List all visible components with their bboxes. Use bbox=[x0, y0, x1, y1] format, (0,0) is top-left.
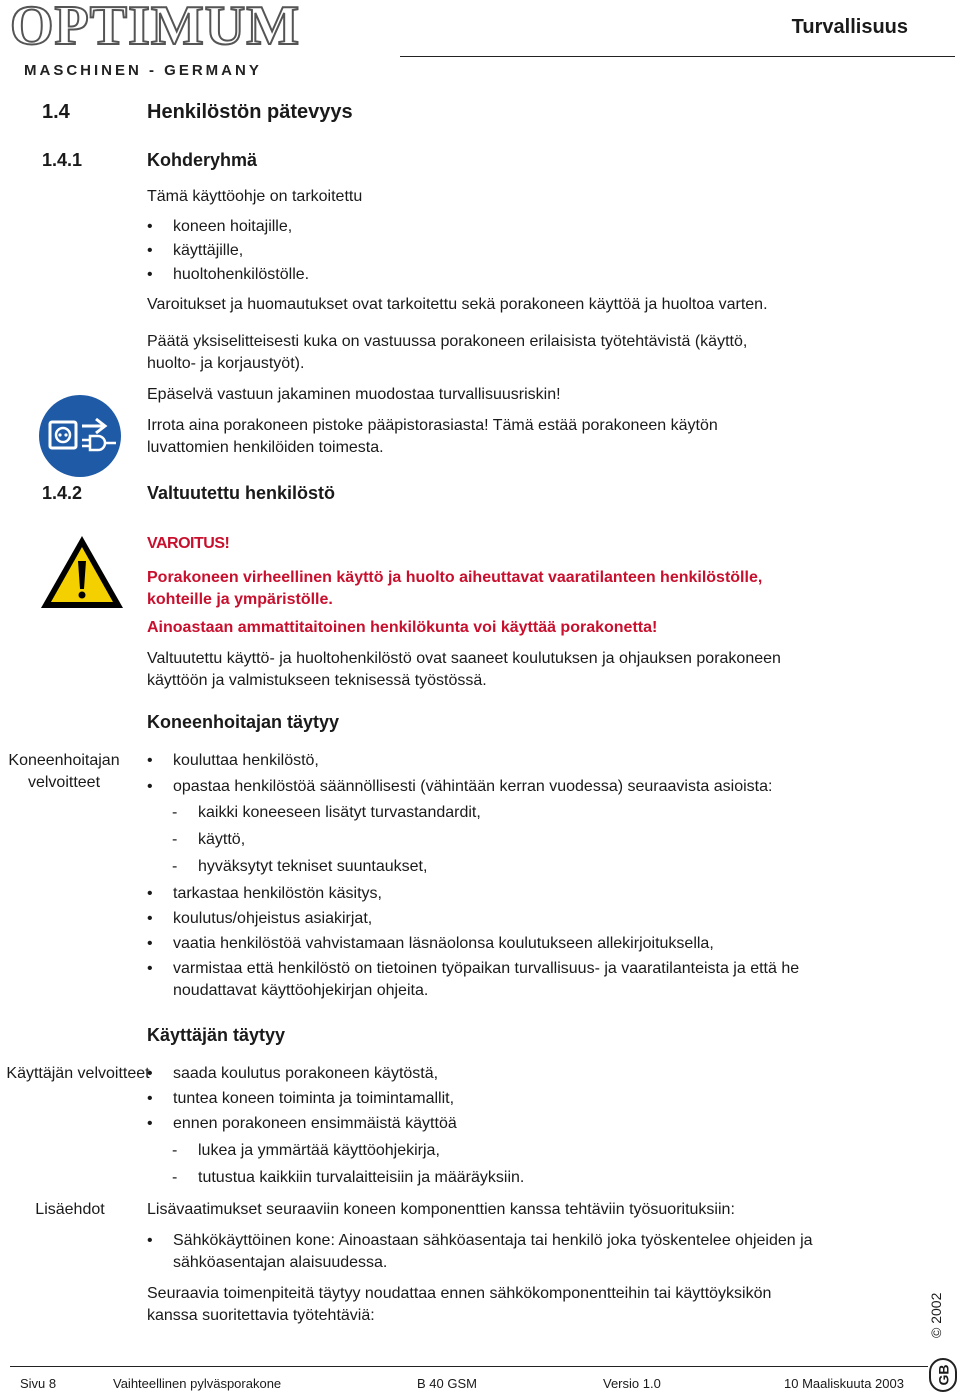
paragraph: huolto- ja korjaustyöt). bbox=[147, 355, 305, 372]
footer-product: Vaihteellinen pylväsporakone bbox=[113, 1376, 282, 1391]
list-item: • tuntea koneen toiminta ja toimintamallit, bbox=[147, 1088, 927, 1110]
operator-duties-list-2 bbox=[147, 883, 927, 1002]
header-divider bbox=[400, 56, 955, 57]
copyright-note: © 2002 bbox=[928, 1292, 944, 1338]
list-item: - lukea ja ymmärtää käyttöohjekirja, bbox=[172, 1140, 922, 1162]
paragraph: Varoitukset ja huomautukset ovat tarkoitettu sekä porakoneen käyttöä ja huoltoa varten. bbox=[147, 296, 768, 313]
user-sidenote: Käyttäjän velvoitteet bbox=[6, 1065, 150, 1082]
list-item-line: varmistaa että henkilöstö on tietoinen työpaikan turvallisuus- ja vaaratilanteista ja että he bbox=[173, 960, 800, 977]
heading-1-4-2-title: Valtuutettu henkilöstö bbox=[147, 483, 336, 503]
heading-1-4-title: Henkilöstön pätevyys bbox=[147, 101, 353, 123]
list-item-line: sähköasentajan alaisuudessa. bbox=[173, 1254, 388, 1271]
list-item: • opastaa henkilöstöä säännöllisesti (vähintään kerran vuodessa) seuraavista asioista: bbox=[147, 776, 927, 798]
list-item: • koneen hoitajille, bbox=[147, 216, 847, 238]
list-item: • ennen porakoneen ensimmäistä käyttöä bbox=[147, 1113, 927, 1135]
list-item: • saada koulutus porakoneen käytöstä, bbox=[147, 1063, 927, 1085]
user-duties-list bbox=[147, 1063, 927, 1135]
user-heading: Käyttäjän täytyy bbox=[147, 1025, 286, 1045]
footer-model: B 40 GSM bbox=[417, 1376, 477, 1391]
paragraph: luvattomien henkilöiden toimesta. bbox=[147, 439, 384, 456]
extra-list bbox=[147, 1230, 927, 1274]
warning-title: VAROITUS! bbox=[147, 535, 230, 552]
list-item: • vaatia henkilöstöä vahvistamaan läsnäolonsa koulutukseen allekirjoituksella, bbox=[147, 933, 927, 955]
user-sublist bbox=[172, 1140, 922, 1189]
list-item: • kouluttaa henkilöstö, bbox=[147, 750, 927, 772]
list-item: - tutustua kaikkiin turvalaitteisiin ja määräyksiin. bbox=[172, 1167, 922, 1189]
unplug-mains-icon bbox=[38, 394, 122, 478]
paragraph: Lisävaatimukset seuraaviin koneen komponenttien kanssa tehtäviin työsuorituksiin: bbox=[147, 1201, 735, 1218]
list-item bbox=[147, 958, 927, 1002]
list-item: - kaikki koneeseen lisätyt turvastandardit, bbox=[172, 802, 922, 824]
target-group-list bbox=[147, 216, 847, 286]
list-item: - käyttö, bbox=[172, 829, 922, 851]
paragraph: Päätä yksiselitteisesti kuka on vastuussa porakoneen erilaisista työtehtävistä (käyttö, bbox=[147, 333, 748, 350]
operator-sidenote: Koneenhoitajan velvoitteet bbox=[8, 752, 120, 791]
footer-version: Versio 1.0 bbox=[603, 1376, 661, 1391]
operator-sublist bbox=[172, 802, 922, 878]
brand-logo: OPTIMUM bbox=[10, 0, 301, 57]
list-item: • koulutus/ohjeistus asiakirjat, bbox=[147, 908, 927, 930]
warning-text: Ainoastaan ammattitaitoinen henkilökunta voi käyttää porakonetta! bbox=[147, 619, 658, 636]
list-item: • käyttäjille, bbox=[147, 240, 847, 262]
brand-logo-subtitle: MASCHINEN - GERMANY bbox=[24, 62, 262, 79]
paragraph: kanssa suoritettavia työtehtäviä: bbox=[147, 1307, 375, 1324]
footer-page: Sivu 8 bbox=[20, 1376, 57, 1391]
heading-1-4-1-number: 1.4.1 bbox=[42, 150, 83, 170]
paragraph: Seuraavia toimenpiteitä täytyy noudattaa ennen sähkökomponentteihin tai käyttöyksikön bbox=[147, 1285, 772, 1302]
paragraph: Irrota aina porakoneen pistoke pääpistorasiasta! Tämä estää porakoneen käytön bbox=[147, 417, 718, 434]
heading-1-4-1-title: Kohderyhmä bbox=[147, 150, 258, 170]
section-title: Turvallisuus bbox=[791, 16, 908, 38]
list-item-line: Sähkökäyttöinen kone: Ainoastaan sähköasentaja tai henkilö joka työskentelee ohjeiden ja bbox=[173, 1232, 813, 1249]
extra-sidenote: Lisäehdot bbox=[35, 1201, 105, 1218]
list-item: - hyväksytyt tekniset suuntaukset, bbox=[172, 856, 922, 878]
footer-divider bbox=[10, 1366, 928, 1367]
language-badge bbox=[929, 1358, 957, 1392]
paragraph: Valtuutettu käyttö- ja huoltohenkilöstö ovat saaneet koulutuksen ja ohjauksen porakoneen bbox=[147, 650, 781, 667]
footer-date: 10 Maaliskuuta 2003 bbox=[784, 1376, 904, 1391]
list-item: • huoltohenkilöstölle. bbox=[147, 264, 847, 286]
target-intro: Tämä käyttöohje on tarkoitettu bbox=[147, 188, 363, 205]
operator-heading: Koneenhoitajan täytyy bbox=[147, 712, 340, 732]
list-item-line: noudattavat käyttöohjekirjan ohjeita. bbox=[173, 982, 429, 999]
warning-text: kohteille ja ympäristölle. bbox=[147, 591, 333, 608]
paragraph: Epäselvä vastuun jakaminen muodostaa turvallisuusriskin! bbox=[147, 386, 561, 403]
operator-duties-list bbox=[147, 750, 927, 798]
paragraph: käyttöön ja valmistukseen teknisessä työstössä. bbox=[147, 672, 487, 689]
heading-1-4-2-number: 1.4.2 bbox=[42, 483, 83, 503]
list-item bbox=[147, 1230, 927, 1274]
heading-1-4-number: 1.4 bbox=[42, 101, 70, 123]
warning-text: Porakoneen virheellinen käyttö ja huolto aiheuttavat vaaratilanteen henkilöstölle, bbox=[147, 569, 763, 586]
warning-triangle-icon bbox=[38, 533, 126, 611]
language-code: GB bbox=[935, 1364, 951, 1386]
list-item: • tarkastaa henkilöstön käsitys, bbox=[147, 883, 927, 905]
